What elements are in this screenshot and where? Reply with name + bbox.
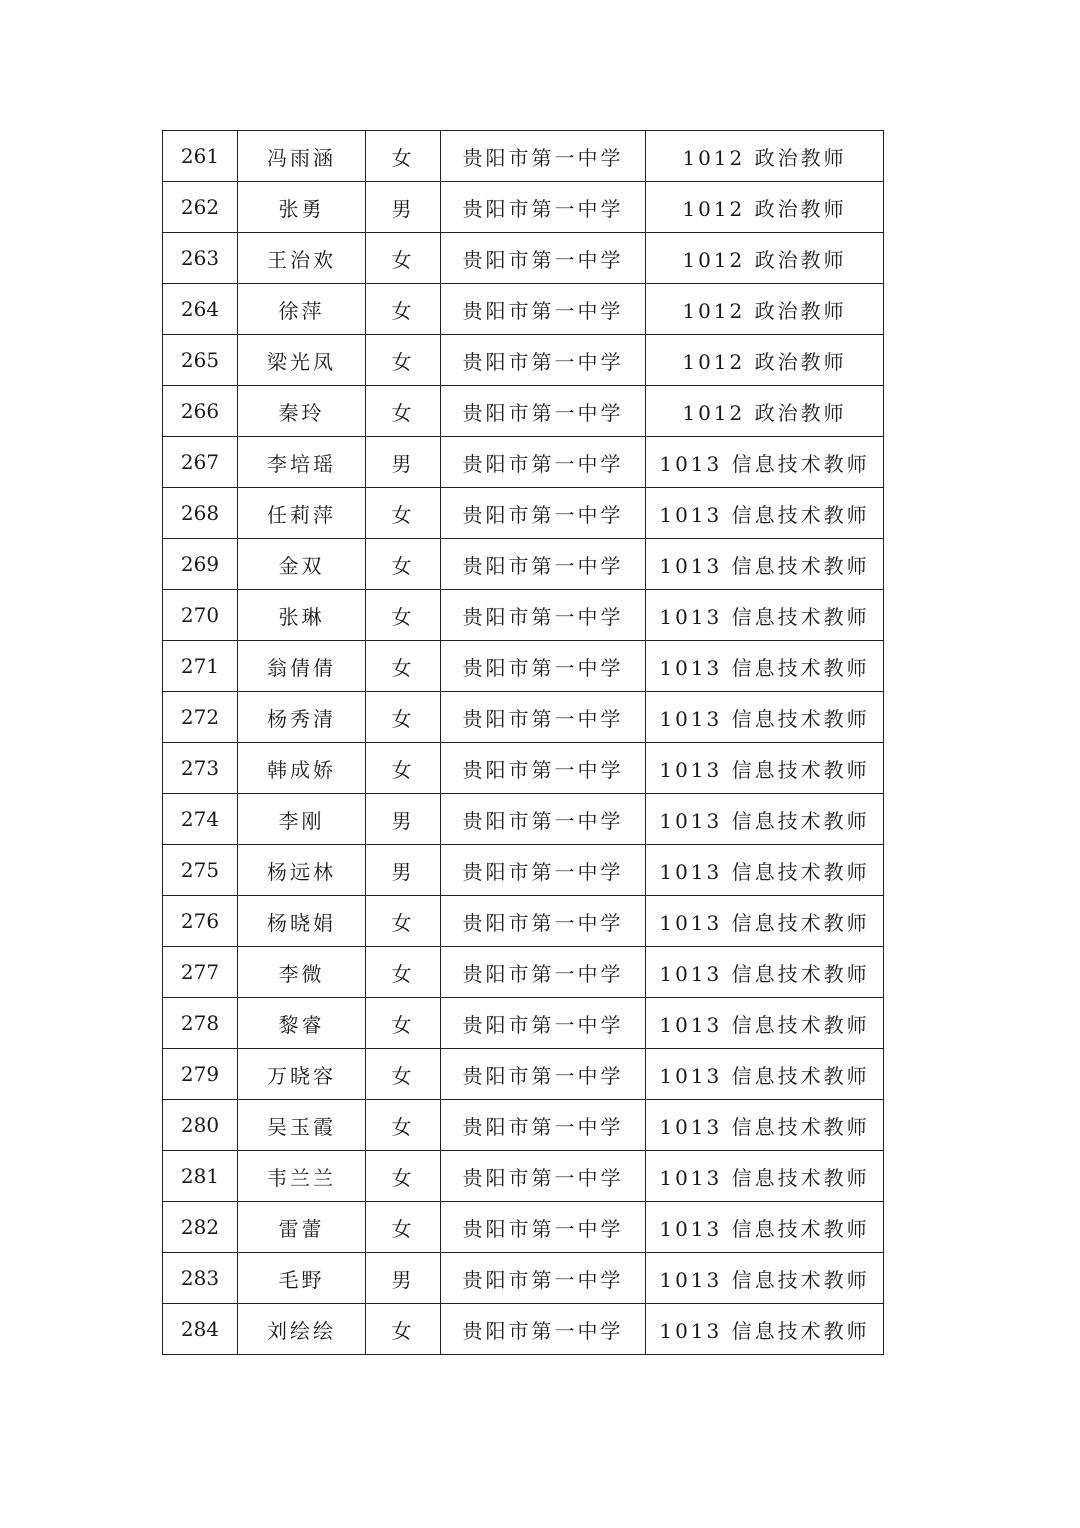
- position-cell: 1012 政治教师: [646, 386, 884, 437]
- row-number-cell: 261: [163, 131, 238, 182]
- table-row: [163, 335, 884, 386]
- name-cell: 李培瑶: [238, 437, 366, 488]
- gender-cell: 女: [366, 947, 441, 998]
- name-cell: 翁倩倩: [238, 641, 366, 692]
- gender-cell: 女: [366, 488, 441, 539]
- name-cell: 杨远林: [238, 845, 366, 896]
- table-row: [163, 1151, 884, 1202]
- gender-cell: 女: [366, 131, 441, 182]
- gender-cell: 女: [366, 896, 441, 947]
- table-row: [163, 743, 884, 794]
- position-cell: 1013 信息技术教师: [646, 896, 884, 947]
- row-number-cell: 268: [163, 488, 238, 539]
- position-cell: 1012 政治教师: [646, 284, 884, 335]
- school-cell: 贵阳市第一中学: [441, 1304, 646, 1355]
- table-row: [163, 692, 884, 743]
- row-number-cell: 271: [163, 641, 238, 692]
- school-cell: 贵阳市第一中学: [441, 998, 646, 1049]
- row-number-cell: 269: [163, 539, 238, 590]
- position-cell: 1013 信息技术教师: [646, 641, 884, 692]
- row-number-cell: 265: [163, 335, 238, 386]
- school-cell: 贵阳市第一中学: [441, 233, 646, 284]
- name-cell: 王治欢: [238, 233, 366, 284]
- table-row: [163, 386, 884, 437]
- row-number-cell: 264: [163, 284, 238, 335]
- gender-cell: 女: [366, 1049, 441, 1100]
- position-cell: 1013 信息技术教师: [646, 743, 884, 794]
- position-cell: 1013 信息技术教师: [646, 1049, 884, 1100]
- name-cell: 李刚: [238, 794, 366, 845]
- name-cell: 任莉萍: [238, 488, 366, 539]
- school-cell: 贵阳市第一中学: [441, 131, 646, 182]
- position-cell: 1013 信息技术教师: [646, 1151, 884, 1202]
- name-cell: 杨晓娟: [238, 896, 366, 947]
- school-cell: 贵阳市第一中学: [441, 845, 646, 896]
- position-cell: 1012 政治教师: [646, 335, 884, 386]
- school-cell: 贵阳市第一中学: [441, 488, 646, 539]
- gender-cell: 男: [366, 437, 441, 488]
- position-cell: 1012 政治教师: [646, 182, 884, 233]
- row-number-cell: 281: [163, 1151, 238, 1202]
- gender-cell: 男: [366, 182, 441, 233]
- school-cell: 贵阳市第一中学: [441, 947, 646, 998]
- name-cell: 吴玉霞: [238, 1100, 366, 1151]
- name-cell: 杨秀清: [238, 692, 366, 743]
- gender-cell: 女: [366, 743, 441, 794]
- table-row: [163, 896, 884, 947]
- row-number-cell: 272: [163, 692, 238, 743]
- table-row: [163, 233, 884, 284]
- name-cell: 金双: [238, 539, 366, 590]
- roster-table: [162, 130, 884, 1355]
- school-cell: 贵阳市第一中学: [441, 539, 646, 590]
- row-number-cell: 262: [163, 182, 238, 233]
- gender-cell: 女: [366, 1304, 441, 1355]
- gender-cell: 女: [366, 641, 441, 692]
- name-cell: 毛野: [238, 1253, 366, 1304]
- gender-cell: 女: [366, 998, 441, 1049]
- row-number-cell: 276: [163, 896, 238, 947]
- table-row: [163, 845, 884, 896]
- school-cell: 贵阳市第一中学: [441, 284, 646, 335]
- table-row: [163, 1049, 884, 1100]
- table-row: [163, 539, 884, 590]
- gender-cell: 女: [366, 1100, 441, 1151]
- table-row: [163, 1202, 884, 1253]
- row-number-cell: 278: [163, 998, 238, 1049]
- position-cell: 1013 信息技术教师: [646, 488, 884, 539]
- table-row: [163, 131, 884, 182]
- row-number-cell: 267: [163, 437, 238, 488]
- position-cell: 1013 信息技术教师: [646, 1202, 884, 1253]
- name-cell: 万晓容: [238, 1049, 366, 1100]
- row-number-cell: 275: [163, 845, 238, 896]
- row-number-cell: 282: [163, 1202, 238, 1253]
- name-cell: 徐萍: [238, 284, 366, 335]
- school-cell: 贵阳市第一中学: [441, 641, 646, 692]
- name-cell: 张琳: [238, 590, 366, 641]
- row-number-cell: 273: [163, 743, 238, 794]
- name-cell: 黎睿: [238, 998, 366, 1049]
- name-cell: 冯雨涵: [238, 131, 366, 182]
- table-row: [163, 182, 884, 233]
- name-cell: 张勇: [238, 182, 366, 233]
- gender-cell: 女: [366, 233, 441, 284]
- school-cell: 贵阳市第一中学: [441, 692, 646, 743]
- name-cell: 秦玲: [238, 386, 366, 437]
- table-row: [163, 794, 884, 845]
- gender-cell: 女: [366, 590, 441, 641]
- table-row: [163, 488, 884, 539]
- position-cell: 1013 信息技术教师: [646, 1304, 884, 1355]
- school-cell: 贵阳市第一中学: [441, 896, 646, 947]
- position-cell: 1012 政治教师: [646, 131, 884, 182]
- name-cell: 刘绘绘: [238, 1304, 366, 1355]
- school-cell: 贵阳市第一中学: [441, 335, 646, 386]
- gender-cell: 男: [366, 794, 441, 845]
- school-cell: 贵阳市第一中学: [441, 1253, 646, 1304]
- position-cell: 1013 信息技术教师: [646, 845, 884, 896]
- name-cell: 韦兰兰: [238, 1151, 366, 1202]
- school-cell: 贵阳市第一中学: [441, 794, 646, 845]
- table-row: [163, 998, 884, 1049]
- name-cell: 雷蕾: [238, 1202, 366, 1253]
- position-cell: 1012 政治教师: [646, 233, 884, 284]
- row-number-cell: 280: [163, 1100, 238, 1151]
- school-cell: 贵阳市第一中学: [441, 437, 646, 488]
- position-cell: 1013 信息技术教师: [646, 590, 884, 641]
- gender-cell: 女: [366, 335, 441, 386]
- gender-cell: 女: [366, 386, 441, 437]
- table-row: [163, 437, 884, 488]
- row-number-cell: 277: [163, 947, 238, 998]
- school-cell: 贵阳市第一中学: [441, 1151, 646, 1202]
- name-cell: 李微: [238, 947, 366, 998]
- position-cell: 1013 信息技术教师: [646, 1253, 884, 1304]
- gender-cell: 女: [366, 284, 441, 335]
- gender-cell: 女: [366, 1202, 441, 1253]
- table-row: [163, 1253, 884, 1304]
- school-cell: 贵阳市第一中学: [441, 1100, 646, 1151]
- table-row: [163, 1100, 884, 1151]
- row-number-cell: 279: [163, 1049, 238, 1100]
- name-cell: 韩成娇: [238, 743, 366, 794]
- school-cell: 贵阳市第一中学: [441, 386, 646, 437]
- gender-cell: 女: [366, 539, 441, 590]
- table-row: [163, 590, 884, 641]
- gender-cell: 男: [366, 1253, 441, 1304]
- row-number-cell: 284: [163, 1304, 238, 1355]
- gender-cell: 女: [366, 692, 441, 743]
- table-row: [163, 947, 884, 998]
- row-number-cell: 270: [163, 590, 238, 641]
- roster-table-body: [163, 131, 884, 1355]
- position-cell: 1013 信息技术教师: [646, 437, 884, 488]
- school-cell: 贵阳市第一中学: [441, 182, 646, 233]
- school-cell: 贵阳市第一中学: [441, 743, 646, 794]
- position-cell: 1013 信息技术教师: [646, 539, 884, 590]
- position-cell: 1013 信息技术教师: [646, 1100, 884, 1151]
- row-number-cell: 283: [163, 1253, 238, 1304]
- gender-cell: 男: [366, 845, 441, 896]
- row-number-cell: 274: [163, 794, 238, 845]
- position-cell: 1013 信息技术教师: [646, 947, 884, 998]
- table-row: [163, 641, 884, 692]
- position-cell: 1013 信息技术教师: [646, 692, 884, 743]
- position-cell: 1013 信息技术教师: [646, 998, 884, 1049]
- position-cell: 1013 信息技术教师: [646, 794, 884, 845]
- school-cell: 贵阳市第一中学: [441, 590, 646, 641]
- row-number-cell: 266: [163, 386, 238, 437]
- school-cell: 贵阳市第一中学: [441, 1202, 646, 1253]
- name-cell: 梁光凤: [238, 335, 366, 386]
- table-row: [163, 284, 884, 335]
- school-cell: 贵阳市第一中学: [441, 1049, 646, 1100]
- table-row: [163, 1304, 884, 1355]
- row-number-cell: 263: [163, 233, 238, 284]
- gender-cell: 女: [366, 1151, 441, 1202]
